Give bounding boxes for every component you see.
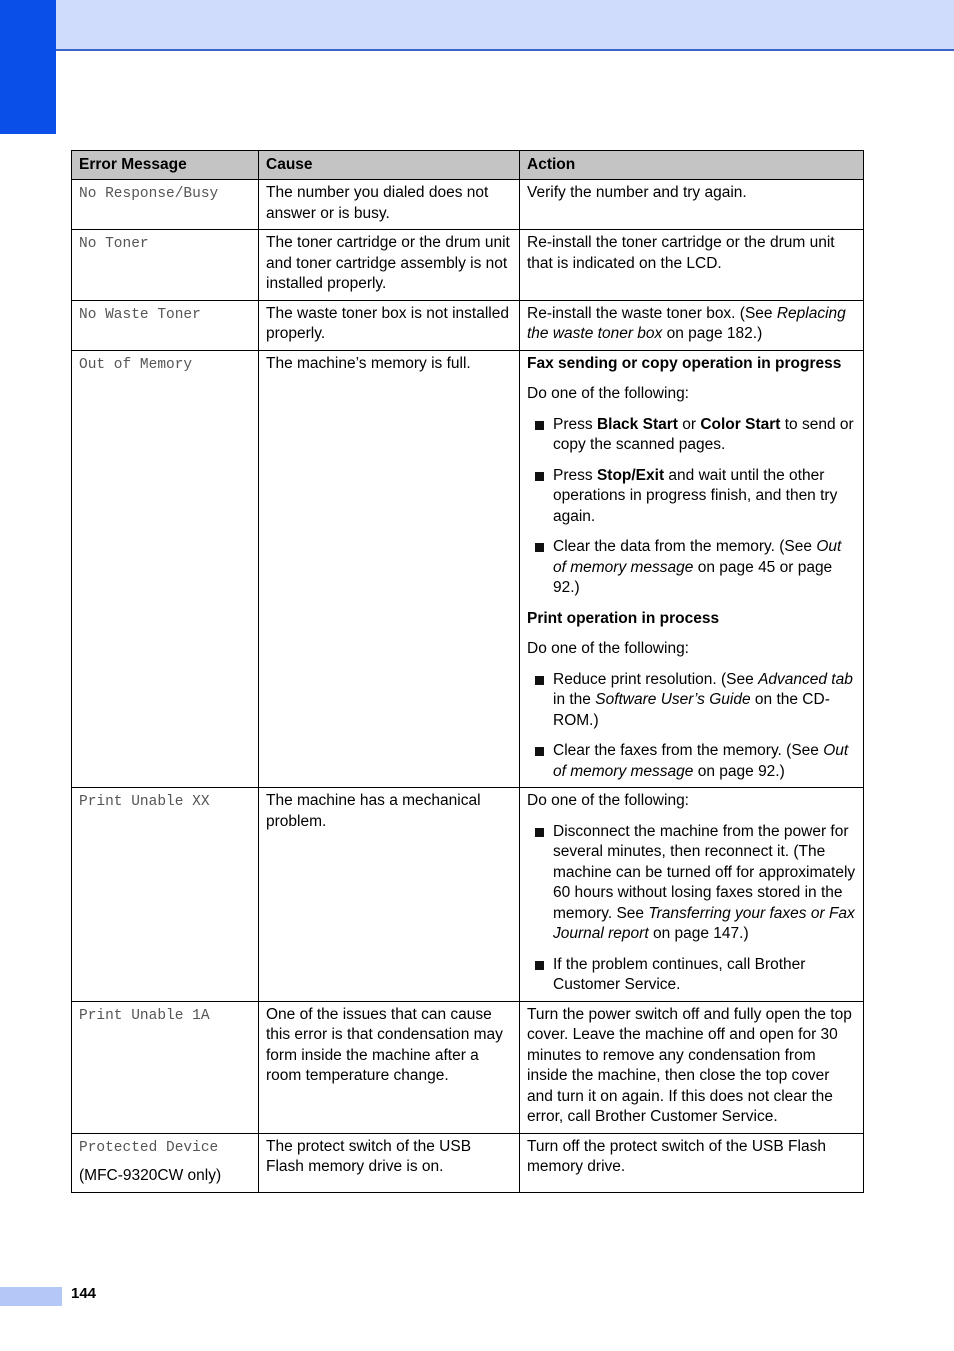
cause-cell: The number you dialed does not answer or is busy. xyxy=(259,180,520,230)
list-item: Press Stop/Exit and wait until the other operations in progress finish, and then try again. xyxy=(527,466,856,528)
square-bullet-icon xyxy=(535,828,544,837)
chapter-tab xyxy=(0,0,56,134)
error-message: Print Unable 1A xyxy=(79,1007,210,1024)
header-error-message: Error Message xyxy=(72,151,259,180)
square-bullet-icon xyxy=(535,676,544,685)
action-cell: Turn off the protect switch of the USB Flash memory drive. xyxy=(520,1133,864,1192)
cause-cell: The waste toner box is not installed properly. xyxy=(259,300,520,350)
table-row xyxy=(72,1133,864,1192)
cause-cell: The machine has a mechanical problem. xyxy=(259,788,520,1002)
error-message-cell xyxy=(72,350,259,788)
table-row xyxy=(72,1001,864,1133)
action-list xyxy=(527,822,856,996)
square-bullet-icon xyxy=(535,543,544,552)
square-bullet-icon xyxy=(535,747,544,756)
header-band xyxy=(0,0,954,51)
table-row xyxy=(72,300,864,350)
action-subheading: Print operation in process xyxy=(527,609,720,627)
cause-cell: One of the issues that can cause this error is that condensation may form inside the machine after a room temperature change. xyxy=(259,1001,520,1133)
list-item: Clear the faxes from the memory. (See Out of memory message on page 92.) xyxy=(527,741,856,782)
action-intro: Do one of the following: xyxy=(527,385,689,402)
action-cell: Re-install the toner cartridge or the drum unit that is indicated on the LCD. xyxy=(520,230,864,301)
table-row xyxy=(72,350,864,788)
page-number-tab xyxy=(0,1287,62,1306)
error-message: No Response/Busy xyxy=(79,186,219,202)
list-item: Reduce print resolution. (See Advanced tab in the Software User’s Guide on the CD-ROM.) xyxy=(527,670,856,732)
reference-link-text: Replacing the waste toner box xyxy=(527,304,846,342)
action-subheading: Fax sending or copy operation in progress xyxy=(527,354,842,372)
error-message-cell xyxy=(72,788,259,1002)
error-message: No Waste Toner xyxy=(79,306,201,323)
header-cause: Cause xyxy=(259,151,520,180)
action-cell: Turn the power switch off and fully open the top cover. Leave the machine off and open for 30 minutes to remove any condensation from inside the machine, then close the top cover and turn it on again. If this does not clear the error, call Brother Customer Service. xyxy=(520,1001,864,1133)
action-list xyxy=(527,415,856,599)
list-item: If the problem continues, call Brother Customer Service. xyxy=(527,955,856,996)
header-action: Action xyxy=(520,151,864,180)
error-message: Out of Memory xyxy=(79,356,193,373)
action-cell: Verify the number and try again. xyxy=(520,180,864,230)
action-cell xyxy=(520,350,864,788)
error-message: Protected Device xyxy=(79,1139,219,1156)
table-row xyxy=(72,180,864,230)
table-header-row xyxy=(72,151,864,180)
error-message-cell xyxy=(72,1133,259,1192)
action-cell: Re-install the waste toner box. (See Replacing the waste toner box on page 182.) xyxy=(520,300,864,350)
list-item: Clear the data from the memory. (See Out of memory message on page 45 or page 92.) xyxy=(527,537,856,599)
table-row xyxy=(72,788,864,1002)
action-intro: Do one of the following: xyxy=(527,640,689,657)
table-row xyxy=(72,230,864,301)
error-message-cell xyxy=(72,230,259,301)
square-bullet-icon xyxy=(535,472,544,481)
action-intro: Do one of the following: xyxy=(527,792,689,809)
error-message-table xyxy=(71,150,864,1193)
cause-cell: The machine’s memory is full. xyxy=(259,350,520,788)
page-number: 144 xyxy=(71,1285,97,1302)
model-note: (MFC-9320CW only) xyxy=(79,1167,222,1184)
list-item: Disconnect the machine from the power for several minutes, then reconnect it. (The machine can be turned off for approximately 60 hours without losing faxes stored in the memory. See Transferring your faxes or Fax Journal report on page 147.) xyxy=(527,822,856,945)
cause-cell: The toner cartridge or the drum unit and toner cartridge assembly is not installed properly. xyxy=(259,230,520,301)
cause-cell: The protect switch of the USB Flash memory drive is on. xyxy=(259,1133,520,1192)
error-message: No Toner xyxy=(79,236,149,252)
action-list xyxy=(527,670,856,783)
square-bullet-icon xyxy=(535,421,544,430)
error-message-cell xyxy=(72,300,259,350)
error-message: Print Unable XX xyxy=(79,794,210,810)
error-message-cell xyxy=(72,180,259,230)
action-cell xyxy=(520,788,864,1002)
list-item: Press Black Start or Color Start to send or copy the scanned pages. xyxy=(527,415,856,456)
error-message-cell xyxy=(72,1001,259,1133)
square-bullet-icon xyxy=(535,961,544,970)
